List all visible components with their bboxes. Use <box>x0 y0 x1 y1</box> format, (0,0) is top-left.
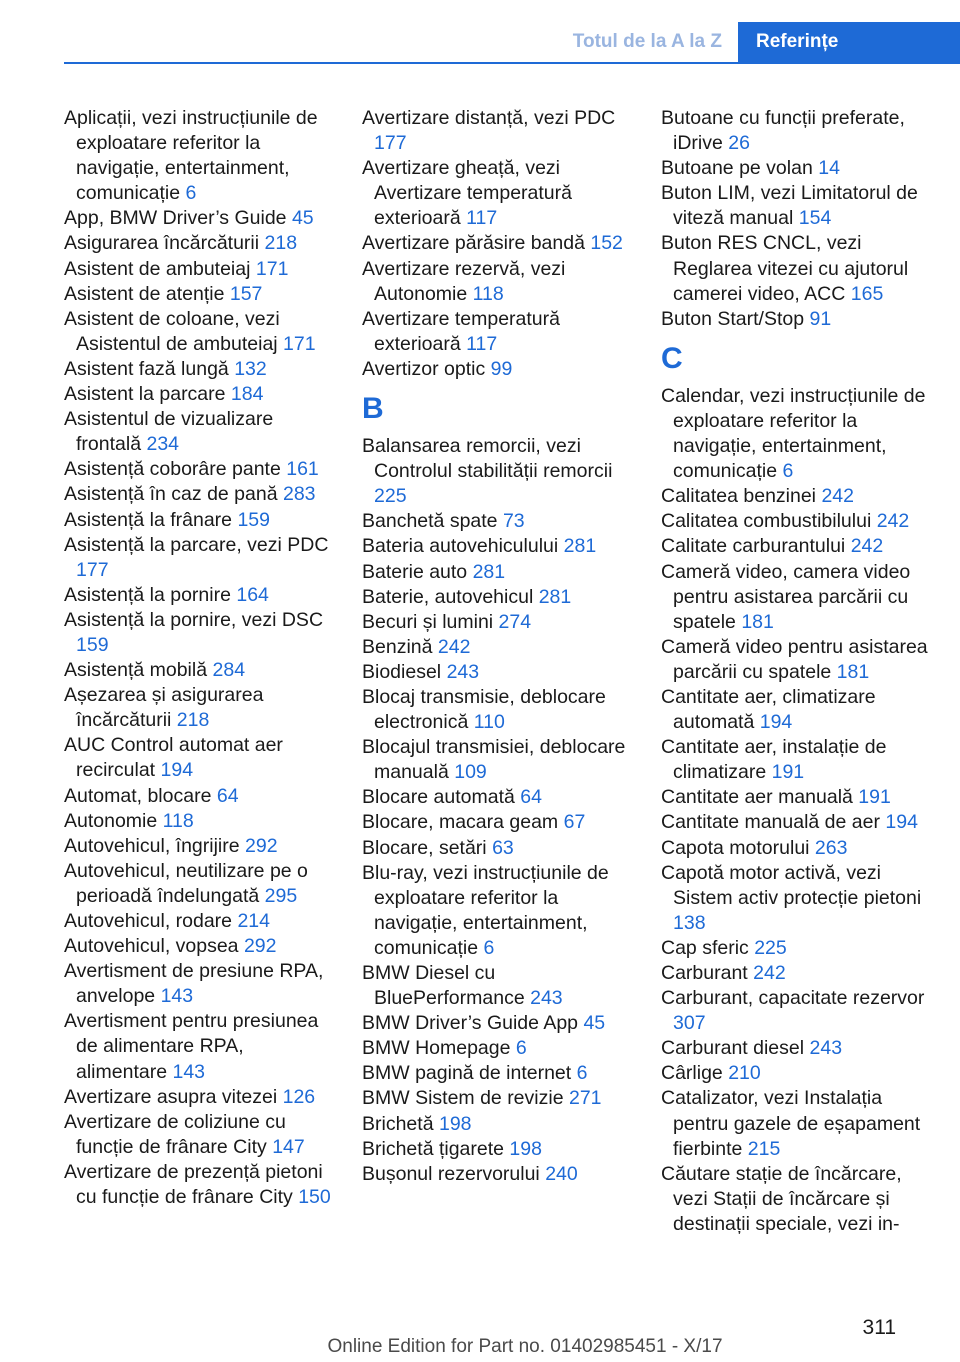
index-entry <box>362 735 630 785</box>
index-entry <box>64 407 332 457</box>
index-entry-text: Buton RES CNCL, vezi Reglarea vitezei cu ajutorul camerei video, ACC <box>661 232 909 305</box>
page-link[interactable]: 64 <box>520 786 542 809</box>
index-entry-text: Brichetă <box>362 1112 434 1135</box>
index-entry-text: Autovehicul, rodare <box>64 910 233 932</box>
index-entry <box>661 961 933 986</box>
index-entry <box>362 585 630 610</box>
index-entry-text: Benzină <box>362 635 433 658</box>
index-entry <box>362 861 630 961</box>
index-entry <box>362 1112 630 1137</box>
index-entry-text: Așezarea și asigurarea încărcăturii <box>64 684 264 732</box>
index-entry-text: Autovehicul, îngrijire <box>64 834 240 857</box>
page-link[interactable]: 150 <box>298 1186 331 1209</box>
index-entry-text: Buton Start/Stop <box>661 307 805 330</box>
index-entry <box>64 357 332 382</box>
index-entry <box>661 861 933 936</box>
page-link[interactable]: 91 <box>809 307 832 330</box>
page-link[interactable]: 281 <box>472 560 506 583</box>
index-entry-text: Autovehicul, neutilizare pe o perioadă îndelungată <box>64 859 308 907</box>
index-entry <box>64 533 332 583</box>
index-entry <box>362 509 630 534</box>
index-entry-text: Avertizare părăsire bandă <box>362 232 585 255</box>
index-entry <box>661 1036 933 1061</box>
index-entry-text: Calendar, vezi instrucțiunile de exploatare referitor la navigație, entertainment, comunicație <box>661 384 926 483</box>
index-entry <box>64 257 332 282</box>
page-link[interactable]: 14 <box>818 157 840 180</box>
index-entry-text: Becuri și lumini <box>362 610 494 633</box>
page-link[interactable]: 242 <box>821 485 854 508</box>
page-link[interactable]: 161 <box>286 458 319 481</box>
index-entry-text: Asistent de coloane, vezi Asistentul de ambuteiaj <box>64 307 280 355</box>
index-entry <box>64 809 332 834</box>
section-tab: Totul de la A la Z <box>572 31 722 52</box>
page-link[interactable]: 281 <box>538 585 572 608</box>
index-entry <box>661 484 933 509</box>
page-link[interactable]: 117 <box>466 332 498 355</box>
page-link[interactable]: 225 <box>374 485 407 508</box>
page-link[interactable]: 242 <box>876 510 910 533</box>
index-entry <box>64 834 332 859</box>
page-link[interactable]: 191 <box>858 786 891 809</box>
page-link[interactable]: 6 <box>185 182 197 205</box>
page-link[interactable]: 242 <box>437 635 471 658</box>
index-entry-text: App, BMW Driver’s Guide <box>64 207 287 230</box>
index-entry <box>661 810 933 835</box>
page-link[interactable]: 184 <box>230 383 264 406</box>
index-entry <box>362 560 630 585</box>
page-link[interactable]: 243 <box>809 1037 843 1060</box>
index-entry <box>661 534 933 559</box>
index-entry <box>64 583 332 608</box>
index-entry-text: Banchetă spate <box>362 510 498 533</box>
index-entry <box>64 457 332 482</box>
page-link[interactable]: 194 <box>759 711 793 734</box>
index-entry <box>661 785 933 810</box>
index-entry-text: Asistent de atenție <box>64 282 225 305</box>
header-rule <box>64 62 960 64</box>
index-entry-text: Carburant <box>661 962 748 984</box>
index-entry-text: Blocare, macara geam <box>362 811 559 834</box>
page-link[interactable]: 6 <box>483 936 495 959</box>
page-link[interactable]: 243 <box>530 987 563 1010</box>
index-entry <box>362 610 630 635</box>
index-entry-text: Blocare, setări <box>362 836 487 859</box>
index-entry <box>64 508 332 533</box>
page-link[interactable]: 218 <box>264 232 298 255</box>
index-entry <box>362 307 630 357</box>
index-entry <box>362 1036 630 1061</box>
page-link[interactable]: 164 <box>236 583 269 606</box>
page-link[interactable]: 218 <box>176 709 210 732</box>
page-link[interactable]: 143 <box>172 1060 206 1083</box>
page-link[interactable]: 154 <box>798 207 832 230</box>
page-link[interactable]: 147 <box>272 1135 305 1158</box>
index-entry-text: Balansarea remorcii, vezi Controlul stabilității remorcii <box>362 435 613 483</box>
index-entry-text: Asistență la parcare, vezi PDC <box>64 533 329 556</box>
index-entry-text: Avertisment de presiune RPA, anvelope <box>64 960 324 1008</box>
index-entry-text: Brichetă țigarete <box>362 1137 504 1160</box>
index-entry-text: Cameră video pentru asistarea parcării cu spatele <box>661 635 928 683</box>
index-entry-text: Autonomie <box>64 809 158 832</box>
index-entry-text: Asigurarea încărcăturii <box>64 232 260 255</box>
page-link[interactable]: 281 <box>563 535 597 558</box>
index-entry <box>64 733 332 783</box>
page-link[interactable]: 132 <box>234 357 267 380</box>
index-entry-text: Asistență la pornire <box>64 583 231 606</box>
page-link[interactable]: 6 <box>576 1062 588 1085</box>
index-entry-text: Calitate carburantului <box>661 535 846 558</box>
page-link[interactable]: 126 <box>282 1085 316 1108</box>
index-entry <box>64 859 332 909</box>
page-link[interactable]: 274 <box>498 610 532 633</box>
page-link[interactable]: 171 <box>255 257 289 280</box>
index-entry <box>661 735 933 785</box>
index-entry-text: Blu-ray, vezi instrucțiunile de exploatare referitor la navigație, entertainment, comunicație <box>362 861 609 959</box>
page-link[interactable]: 152 <box>590 232 623 255</box>
page-link[interactable]: 215 <box>747 1137 781 1160</box>
index-entry-text: BMW pagină de internet <box>362 1062 572 1085</box>
index-entry-text: AUC Control automat aer recirculat <box>64 734 283 782</box>
index-entry <box>64 658 332 683</box>
index-entry-text: Asistent de ambuteiaj <box>64 257 251 280</box>
page-number: 311 <box>862 1316 896 1339</box>
page-header <box>557 22 960 62</box>
page-link[interactable]: 117 <box>466 207 498 230</box>
index-entry <box>362 810 630 835</box>
index-entry <box>362 1086 630 1111</box>
index-entry <box>661 936 933 961</box>
index-entry-text: Butoane cu funcții preferate, iDrive <box>661 107 905 155</box>
page-link[interactable]: 177 <box>374 132 407 155</box>
page-link[interactable]: 181 <box>836 660 870 683</box>
index-entry <box>362 231 630 256</box>
page-link[interactable]: 198 <box>438 1112 472 1135</box>
index-entry <box>362 434 630 509</box>
index-entry-text: Baterie auto <box>362 560 468 583</box>
index-entry <box>64 1160 332 1210</box>
index-entry <box>661 384 933 484</box>
page-link[interactable]: 242 <box>850 535 884 558</box>
page-link[interactable]: 210 <box>728 1062 761 1085</box>
page-link[interactable]: 307 <box>673 1012 706 1035</box>
index-entry <box>362 1061 630 1086</box>
index-entry-text: Automat, blocare <box>64 784 212 807</box>
page-link[interactable]: 138 <box>673 911 706 934</box>
page-link[interactable]: 191 <box>771 761 805 784</box>
index-entry-text: Cameră video, camera video pentru asistarea parcării cu spatele <box>661 560 911 633</box>
index-entry-text: Avertizare rezervă, vezi Autonomie <box>362 257 566 305</box>
index-entry-text: Calitatea benzinei <box>661 485 817 508</box>
index-entry-text: BMW Driver’s Guide App <box>362 1012 579 1035</box>
index-entry-text: Blocaj transmisie, deblocare electronică <box>362 685 606 734</box>
index-entry <box>661 635 933 685</box>
index-entry <box>64 307 332 357</box>
page-link[interactable]: 159 <box>237 508 270 531</box>
page-link[interactable]: 143 <box>160 985 194 1008</box>
index-entry-text: Cantitate aer, climatizare automată <box>661 685 876 734</box>
index-entry-text: Butoane pe volan <box>661 157 813 180</box>
page-link[interactable]: 73 <box>502 510 525 533</box>
index-entry-text: BMW Homepage <box>362 1037 511 1060</box>
index-entry-text: Bateria autovehiculului <box>362 535 559 558</box>
index-entry <box>661 231 933 306</box>
page-link[interactable]: 118 <box>162 809 194 832</box>
index-entry <box>661 106 933 156</box>
page-link[interactable]: 225 <box>754 936 787 959</box>
page-link[interactable]: 171 <box>283 332 316 355</box>
index-entry <box>661 560 933 635</box>
index-entry <box>64 959 332 1009</box>
index-entry-text: Avertisment pentru presiunea de alimentare RPA, alimentare <box>64 1010 319 1083</box>
page-link[interactable]: 45 <box>583 1012 606 1035</box>
page-link[interactable]: 242 <box>753 962 786 984</box>
index-column-3 <box>661 106 933 1237</box>
page-link[interactable]: 194 <box>160 759 194 782</box>
page-link[interactable]: 157 <box>229 282 263 305</box>
page-link[interactable]: 214 <box>237 910 270 932</box>
index-entry <box>64 784 332 809</box>
index-entry-text: Avertizare asupra vitezei <box>64 1085 278 1108</box>
page-link[interactable]: 26 <box>728 132 750 155</box>
index-entry <box>661 1086 933 1161</box>
index-column-2 <box>362 106 630 1187</box>
index-entry-text: Asistentul de vizualizare frontală <box>64 408 274 456</box>
index-entry <box>661 156 933 181</box>
page-link[interactable]: 284 <box>212 659 246 682</box>
page-link[interactable]: 177 <box>76 558 109 581</box>
page-link[interactable]: 99 <box>490 357 513 380</box>
page-link[interactable]: 159 <box>76 633 109 656</box>
index-entry-text: Cantitate aer, instalație de climatizare <box>661 736 887 784</box>
index-entry-text: Asistență mobilă <box>64 659 208 682</box>
index-entry-text: Avertizare de prezență pietoni cu funcție de frânare City <box>64 1160 323 1209</box>
index-entry <box>64 231 332 256</box>
index-entry-text: Biodiesel <box>362 660 442 683</box>
index-entry-text: Cap sferic <box>661 936 749 959</box>
index-entry-text: Asistență la pornire, vezi DSC <box>64 608 324 631</box>
index-entry-text: Catalizator, vezi Instalația pentru gazele de eșapament fierbinte <box>661 1087 921 1160</box>
page-link[interactable]: 63 <box>492 836 514 859</box>
page-link[interactable]: 194 <box>885 811 918 834</box>
index-entry <box>64 683 332 733</box>
index-entry <box>661 1162 933 1237</box>
index-entry <box>64 1085 332 1110</box>
active-section-tab: Referințe <box>738 22 960 62</box>
index-entry <box>362 685 630 735</box>
index-entry-text: Autovehicul, vopsea <box>64 935 239 958</box>
index-entry-text: Capotă motor activă, vezi Sistem activ protecție pietoni <box>661 861 922 909</box>
index-entry <box>362 534 630 559</box>
index-entry-text: Buton LIM, vezi Limitatorul de viteză manual <box>661 182 918 230</box>
index-column-1 <box>64 106 332 1210</box>
page-link[interactable]: 234 <box>146 433 180 456</box>
page-link[interactable]: 165 <box>850 282 884 305</box>
index-entry <box>362 785 630 810</box>
index-entry-text: Asistență în caz de pană <box>64 483 278 506</box>
index-entry-text: Avertizare distanță, vezi PDC <box>362 107 616 129</box>
page-link[interactable]: 45 <box>291 207 314 230</box>
page-link[interactable]: 64 <box>216 784 239 807</box>
index-entry <box>64 909 332 934</box>
index-entry-text: Asistent fază lungă <box>64 357 229 380</box>
index-entry <box>362 357 630 382</box>
page-link[interactable]: 6 <box>782 460 794 483</box>
page-link[interactable]: 67 <box>563 811 586 834</box>
page-link[interactable]: 295 <box>264 884 298 907</box>
page-link[interactable]: 118 <box>472 282 504 305</box>
index-entry-text: BMW Sistem de revizie <box>362 1087 564 1110</box>
index-entry-text: Căutare stație de încărcare, vezi Stații de încărcare și destinații speciale, vezi in- <box>661 1162 902 1235</box>
index-entry-text: Cantitate aer manuală <box>661 786 853 809</box>
index-letter-heading: C <box>661 341 683 375</box>
index-entry-text: Carburant, capacitate rezervor <box>661 987 925 1010</box>
page-link[interactable]: 198 <box>509 1137 542 1160</box>
index-entry <box>661 685 933 735</box>
page-link[interactable]: 109 <box>454 761 487 784</box>
index-entry-text: Avertizare gheață, vezi Avertizare temperatură exterioară <box>362 157 572 230</box>
page-link[interactable]: 292 <box>243 935 277 958</box>
index-entry-text: Avertizare temperatură exterioară <box>362 307 560 355</box>
index-entry <box>362 1137 630 1162</box>
index-entry <box>64 1110 332 1160</box>
index-entry-text: Asistent la parcare <box>64 383 226 406</box>
index-entry-text: Blocare automată <box>362 786 515 809</box>
index-entry <box>64 608 332 658</box>
index-entry <box>362 1011 630 1036</box>
index-entry <box>362 961 630 1011</box>
index-entry-text: Avertizare de coliziune cu funcție de frânare City <box>64 1110 286 1158</box>
index-entry <box>64 382 332 407</box>
page-link[interactable]: 110 <box>473 711 505 734</box>
index-entry <box>661 181 933 231</box>
index-entry <box>362 836 630 861</box>
index-entry-text: Cârlige <box>661 1062 723 1085</box>
index-entry-text: Asistență la frânare <box>64 508 233 531</box>
edition-footer: Online Edition for Part no. 01402985451 - X/17 <box>327 1336 723 1357</box>
index-entry-text: Capota motorului <box>661 836 810 859</box>
index-entry <box>362 257 630 307</box>
index-entry-text: Bușonul rezervorului <box>362 1162 540 1185</box>
index-entry <box>362 1162 630 1187</box>
index-entry <box>64 282 332 307</box>
page-link[interactable]: 181 <box>741 610 774 633</box>
page-link[interactable]: 243 <box>446 660 480 683</box>
index-entry-text: Avertizor optic <box>362 357 486 380</box>
index-entry <box>362 635 630 660</box>
index-entry <box>661 307 933 332</box>
index-entry-text: Cantitate manuală de aer <box>661 811 880 834</box>
index-entry <box>64 206 332 231</box>
index-entry <box>661 1061 933 1086</box>
page-link[interactable]: 263 <box>814 836 848 859</box>
index-entry <box>661 509 933 534</box>
index-entry <box>661 986 933 1036</box>
index-entry-text: Asistență coborâre pante <box>64 458 281 481</box>
index-letter-heading: B <box>362 392 384 426</box>
index-entry-text: Calitatea combustibilului <box>661 510 872 533</box>
index-entry <box>64 482 332 507</box>
index-entry-text: Blocajul transmisiei, deblocare manuală <box>362 736 626 784</box>
index-entry <box>661 836 933 861</box>
page-link[interactable]: 6 <box>515 1037 527 1060</box>
index-entry <box>64 106 332 206</box>
index-entry <box>362 156 630 231</box>
index-entry-text: Baterie, autovehicul <box>362 585 534 608</box>
index-entry-text: Carburant diesel <box>661 1037 805 1060</box>
page-link[interactable]: 283 <box>282 483 316 506</box>
index-entry-text: Aplicații, vezi instrucțiunile de exploatare referitor la navigație, entertainment, comunicație <box>64 107 318 205</box>
index-entry-text: BMW Diesel cu BluePerformance <box>362 962 525 1010</box>
page-link[interactable]: 271 <box>568 1087 602 1110</box>
index-entry <box>362 660 630 685</box>
page-link[interactable]: 240 <box>545 1162 578 1185</box>
page-link[interactable]: 292 <box>245 834 278 857</box>
index-entry <box>362 106 630 156</box>
index-entry <box>64 1009 332 1084</box>
index-entry <box>64 934 332 959</box>
